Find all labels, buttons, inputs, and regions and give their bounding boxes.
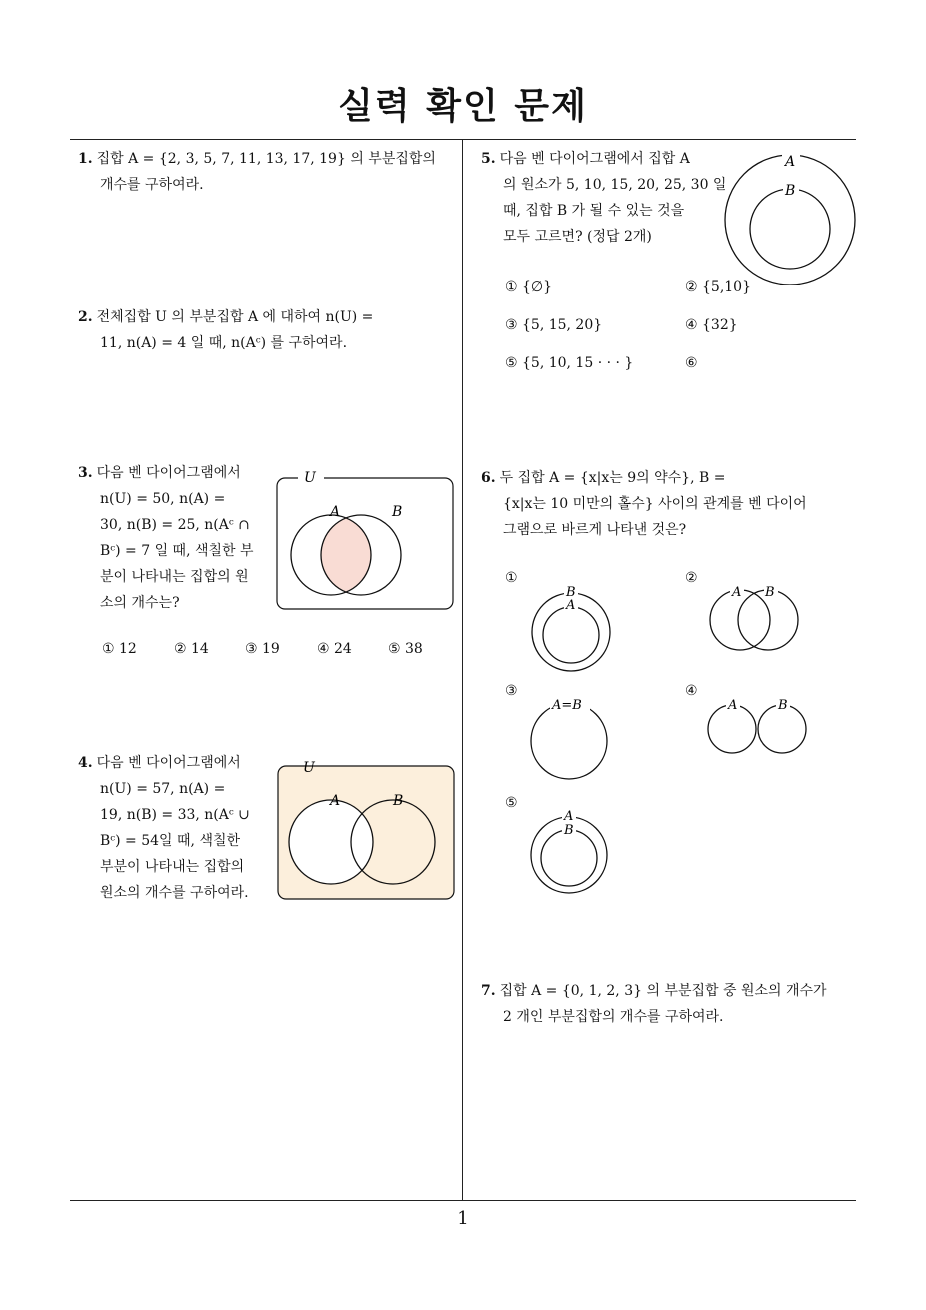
set-b-label: B xyxy=(765,585,775,600)
p6-option-3-mark[interactable]: ③ xyxy=(505,683,518,699)
p3-venn-diagram xyxy=(272,462,458,612)
set-b-label: B xyxy=(785,183,796,199)
problem-text: 개수를 구하여라. xyxy=(100,177,204,193)
problem-number: 1. xyxy=(78,151,93,167)
problem-text: n(U) = 50, n(A) = xyxy=(100,491,226,507)
problem-text: 두 집합 A = {x|x는 9의 약수}, B = xyxy=(499,470,726,486)
problem-text: 때, 집합 B 가 될 수 있는 것을 xyxy=(503,203,685,219)
set-b-circle xyxy=(541,830,597,886)
problem-text: 19, n(B) = 33, n(Aᶜ ∪ xyxy=(100,807,250,823)
problem-text: 전체집합 U 의 부분집합 A 에 대하여 n(U) = xyxy=(96,309,374,325)
set-a-label: A xyxy=(732,585,742,600)
p6-option-4-diagram[interactable] xyxy=(704,694,810,759)
problem-3 xyxy=(78,460,278,616)
problem-number: 7. xyxy=(481,983,496,999)
problem-number: 6. xyxy=(481,470,496,486)
p5-choice-6[interactable]: ⑥ xyxy=(685,355,698,371)
problem-text: 분이 나타내는 집합의 원 xyxy=(100,569,249,585)
p5-choice-3[interactable]: ③ {5, 15, 20} xyxy=(505,317,603,333)
problem-number: 2. xyxy=(78,309,93,325)
p6-option-5-mark[interactable]: ⑤ xyxy=(505,795,518,811)
problem-text: n(U) = 57, n(A) = xyxy=(100,781,226,797)
problem-text: {x|x는 10 미만의 홀수} 사이의 관계를 벤 다이어 xyxy=(503,496,807,512)
problem-number: 4. xyxy=(78,755,93,771)
p6-option-2-diagram[interactable] xyxy=(704,582,804,657)
set-a-label: A xyxy=(566,598,576,613)
page-number: 1 xyxy=(457,1208,469,1229)
problem-text: 모두 고르면? (정답 2개) xyxy=(503,229,652,245)
problem-text: Bᶜ) = 54일 때, 색칠한 xyxy=(100,833,241,849)
p5-choice-4[interactable]: ④ {32} xyxy=(685,317,738,333)
problem-text: 다음 벤 다이어그램에서 집합 A xyxy=(499,151,690,167)
set-a-circle xyxy=(725,155,855,285)
p4-venn-diagram xyxy=(273,760,459,905)
set-a-label: A xyxy=(330,793,341,809)
set-b-label: B xyxy=(392,504,403,520)
set-b-label: B xyxy=(564,823,574,838)
set-a-label: A xyxy=(330,504,341,520)
page-title: 실력 확인 문제 xyxy=(338,86,588,127)
problem-text: 의 원소가 5, 10, 15, 20, 25, 30 일 xyxy=(503,177,727,193)
problem-text: 소의 개수는? xyxy=(100,595,180,611)
problem-text: 집합 A = {0, 1, 2, 3} 의 부분집합 중 원소의 개수가 xyxy=(499,983,827,999)
p6-option-1-mark[interactable]: ① xyxy=(505,570,518,586)
set-a-label: A xyxy=(564,809,574,824)
problem-text: 2 개인 부분집합의 개수를 구하여라. xyxy=(503,1009,724,1025)
header-rule xyxy=(70,139,856,140)
p6-option-3-diagram[interactable] xyxy=(526,694,616,784)
p5-choice-2[interactable]: ② {5,10} xyxy=(685,279,751,295)
set-b-label: B xyxy=(566,585,576,600)
problem-6 xyxy=(481,465,861,543)
set-b-circle xyxy=(750,189,830,269)
set-a-circle xyxy=(289,800,373,884)
problem-text: 부분이 나타내는 집합의 xyxy=(100,859,245,875)
p3-choice-1[interactable]: ① 12 xyxy=(102,641,137,657)
problem-4 xyxy=(78,750,278,906)
p6-option-5-diagram[interactable] xyxy=(526,805,616,895)
set-ab-circle xyxy=(531,703,607,779)
problem-text: 다음 벤 다이어그램에서 xyxy=(96,465,241,481)
problem-5 xyxy=(481,146,727,250)
set-a-label: A xyxy=(785,154,796,170)
problem-text: 30, n(B) = 25, n(Aᶜ ∩ xyxy=(100,517,250,533)
set-b-label: B xyxy=(393,793,404,809)
problem-text: 원소의 개수를 구하여라. xyxy=(100,885,249,901)
p5-venn-diagram xyxy=(720,150,860,285)
set-a-circle xyxy=(543,607,599,663)
column-divider xyxy=(462,139,463,1201)
set-ab-label: A=B xyxy=(552,698,582,713)
set-a-label: A xyxy=(728,698,738,713)
p6-option-1-diagram[interactable] xyxy=(526,582,616,672)
problem-number: 3. xyxy=(78,465,93,481)
p5-choice-1[interactable]: ① {∅} xyxy=(505,279,553,295)
p6-option-4-mark[interactable]: ④ xyxy=(685,683,698,699)
universe-label: U xyxy=(303,760,315,776)
p5-choice-5[interactable]: ⑤ {5, 10, 15 · · · } xyxy=(505,355,634,371)
set-b-label: B xyxy=(778,698,788,713)
p3-choice-3[interactable]: ③ 19 xyxy=(245,641,280,657)
problem-7 xyxy=(481,978,861,1030)
problem-number: 5. xyxy=(481,151,496,167)
problem-1 xyxy=(78,146,456,198)
problem-text: 다음 벤 다이어그램에서 xyxy=(96,755,241,771)
universe-label: U xyxy=(304,470,316,486)
problem-text: 11, n(A) = 4 일 때, n(Aᶜ) 를 구하여라. xyxy=(100,335,348,351)
problem-2 xyxy=(78,304,456,356)
problem-text: 집합 A = {2, 3, 5, 7, 11, 13, 17, 19} 의 부분집합의 xyxy=(96,151,436,167)
p3-choice-5[interactable]: ⑤ 38 xyxy=(388,641,423,657)
p3-choice-4[interactable]: ④ 24 xyxy=(317,641,352,657)
p3-choice-2[interactable]: ② 14 xyxy=(174,641,209,657)
problem-text: Bᶜ) = 7 일 때, 색칠한 부 xyxy=(100,543,254,559)
p6-option-2-mark[interactable]: ② xyxy=(685,570,698,586)
problem-text: 그램으로 바르게 나타낸 것은? xyxy=(503,522,687,538)
footer-rule xyxy=(70,1200,856,1201)
